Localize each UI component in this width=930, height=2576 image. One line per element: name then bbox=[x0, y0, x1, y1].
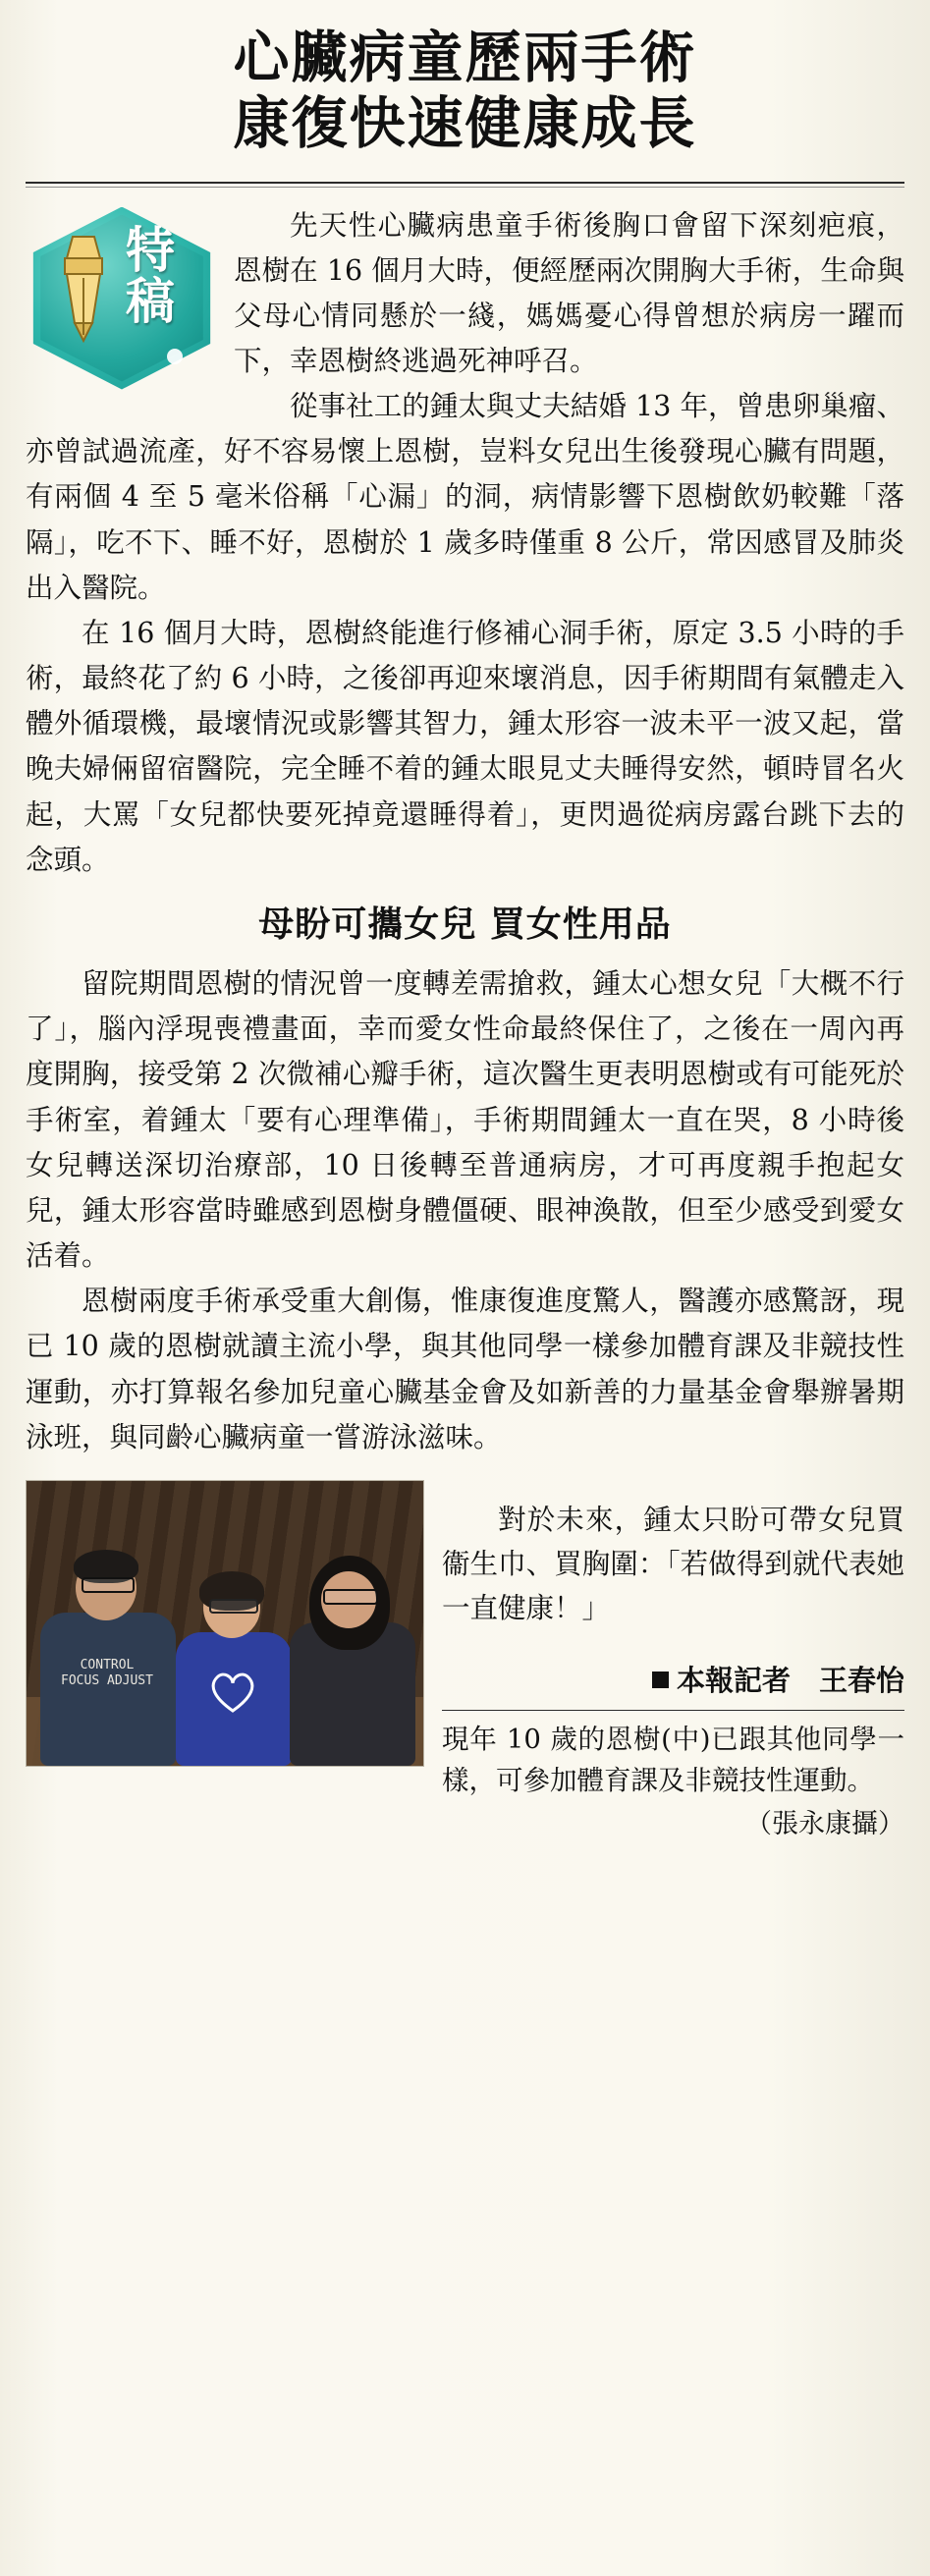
shirt-text: CONTROL FOCUS ADJUST bbox=[61, 1657, 153, 1688]
photo-person-father bbox=[34, 1550, 182, 1766]
paragraph-3: 在 16 個月大時，恩樹終能進行修補心洞手術，原定 3.5 小時的手術，最終花了約 6 小時，之後卻再迎來壞消息，因手術期間有氣體走入體外循環機，最壞情況或影響其智力，鍾太形容一波未平一波又起，當晚夫婦倆留宿醫院，完全睡不着的鍾太眼見丈夫睡得安然，頓時冒名火起，大罵「女兒都快要死掉竟還睡得着」，更閃過從病房露台跳下去的念頭。 bbox=[26, 616, 904, 876]
closing-paragraph: 對於未來，鍾太只盼可帶女兒買衞生巾、買胸圍：「若做得到就代表她一直健康！」 bbox=[442, 1504, 904, 1625]
headline-divider-thin bbox=[26, 187, 904, 188]
byline bbox=[442, 1659, 904, 1704]
article-body bbox=[26, 203, 904, 1846]
photo-person-child bbox=[172, 1573, 296, 1766]
caption-divider bbox=[442, 1710, 904, 1711]
paragraph-1: 先天性心臟病患童手術後胸口會留下深刻疤痕，恩樹在 16 個月大時，便經歷兩次開胸大手術，生命與父母心情同懸於一綫，媽媽憂心得曾想於病房一躍而下，幸恩樹終逃過死神呼召。 bbox=[234, 208, 904, 377]
byline-square-icon bbox=[652, 1672, 669, 1688]
headline-line-1: 心臟病童歷兩手術 bbox=[233, 26, 697, 90]
headline-block bbox=[26, 0, 904, 172]
paragraph-4: 留院期間恩樹的情況曾一度轉差需搶救，鍾太心想女兒「大概不行了」，腦內浮現喪禮畫面，幸而愛女性命最終保住了，之後在一周內再度開胸，接受第 2 次微補心瓣手術，這次醫生更表明恩樹或有可能死於手術室，着鍾太「要有心理準備」，手術期間鍾太一直在哭，8 小時後女兒轉送深切治療部，10 日後轉至普通病房，才可再度親手抱起女兒，鍾太形容當時雖感到恩樹身體僵硬、眼神渙散，但至少感受到愛女活着。 bbox=[26, 967, 904, 1273]
glasses-icon bbox=[82, 1577, 135, 1593]
badge-label: 特稿 bbox=[126, 221, 175, 330]
photo-person-mother bbox=[280, 1554, 423, 1766]
photo-credit: （張永康攝） bbox=[745, 1808, 904, 1839]
paragraph-5: 恩樹兩度手術承受重大創傷，惟康復進度驚人，醫護亦感驚訝，現已 10 歲的恩樹就讀主流小學，與其他同學一樣參加體育課及非競技性運動，亦打算報名參加兒童心臟基金會及如新善的力量基金會舉辦暑期泳班，與同齡心臟病童一嘗游泳滋味。 bbox=[26, 1285, 904, 1453]
bottom-block bbox=[26, 1470, 904, 1846]
headline-divider bbox=[26, 182, 904, 184]
heart-icon bbox=[207, 1668, 258, 1715]
glasses-icon bbox=[209, 1599, 258, 1614]
headline-line-2: 康復快速健康成長 bbox=[233, 91, 697, 157]
photo-caption: 現年 10 歲的恩樹(中)已跟其他同學一樣，可參加體育課及非競技性運動。 bbox=[442, 1723, 904, 1797]
paragraph-2: 從事社工的鍾太與丈夫結婚 13 年，曾患卵巢瘤、亦曾試過流產，好不容易懷上恩樹，豈料女兒出生後發現心臟有問題，有兩個 4 至 5 毫米俗稱「心漏」的洞，病情影響下恩樹飲奶較難「落隔」，吃不下、睡不好，恩樹於 1 歲多時僅重 8 公斤，常因感冒及肺炎出入醫院。 bbox=[26, 390, 904, 604]
sub-headline: 母盼可攜女兒 買女性用品 bbox=[258, 904, 672, 945]
glasses-icon bbox=[323, 1589, 378, 1605]
closing-and-caption bbox=[442, 1470, 904, 1846]
feature-badge bbox=[26, 207, 218, 390]
badge-dot bbox=[167, 349, 183, 364]
family-photo bbox=[26, 1480, 424, 1767]
byline-text: 本報記者 王春怡 bbox=[676, 1663, 904, 1697]
